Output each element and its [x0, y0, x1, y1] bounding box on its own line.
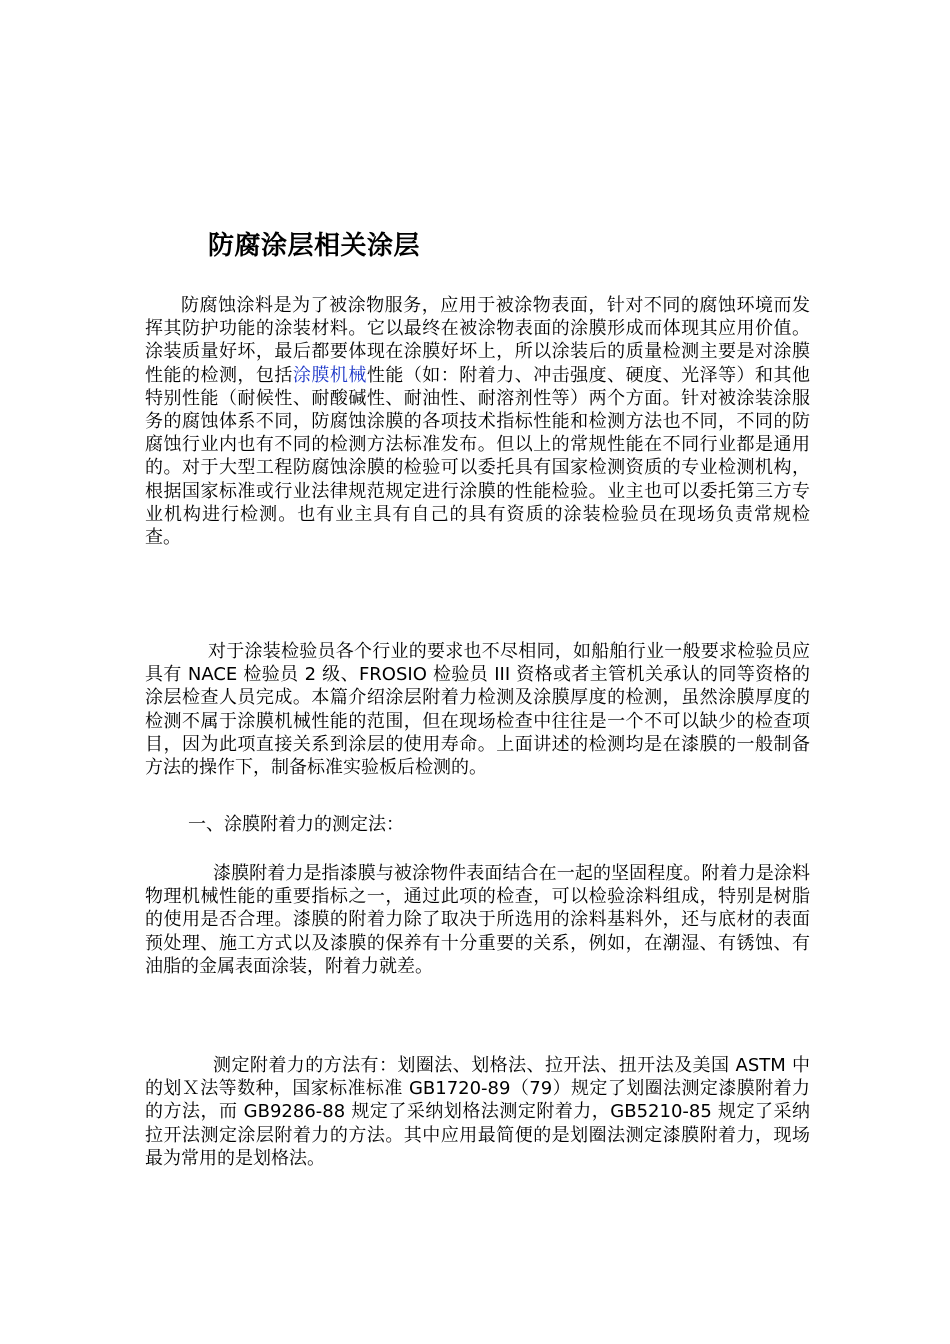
paragraph-intro-text-start: 防腐蚀涂料是为了被涂物服务，应用于被涂物表面，针对不同的腐蚀环境而发挥其防护功能的涂装材料。它以最终在被涂物表面的涂膜形成而体现其应用价值。涂装质量好坏，最后都要体现在涂膜好坏上，所以涂装后的质量检测主要是对涂膜性能的检测，包括: [145, 295, 810, 386]
section-heading-adhesion: 一、涂膜附着力的测定法：: [188, 814, 404, 835]
document-title: 防腐涂层相关涂层: [208, 231, 421, 261]
paragraph-adhesion-methods: 测定附着力的方法有：划圈法、划格法、拉开法、扭开法及美国 ASTM 中的划Ｘ法等数种，国家标准标准 GB1720-89（79）规定了划圈法测定漆膜附着力的方法，而 GB9286-88 规定了采纳划格法测定附着力，GB5210-85 规定了采纳拉开法测定涂层附着力的方法。其中应用最简便的是划圈法测定漆膜附着力，现场最为常用的是划格法。: [145, 1055, 810, 1169]
paragraph-adhesion-definition: 漆膜附着力是指漆膜与被涂物件表面结合在一起的坚固程度。附着力是涂料物理机械性能的重要指标之一，通过此项的检查，可以检验涂料组成，特别是树脂的使用是否合理。漆膜的附着力除了取决于所选用的涂料基料外，还与底材的表面预处理、施工方式以及漆膜的保养有十分重要的关系，例如，在潮湿、有锈蚀、有油脂的金属表面涂装，附着力就差。: [145, 863, 810, 977]
paragraph-intro: [145, 294, 810, 549]
paragraph-intro-text-end: 性能（如：附着力、冲击强度、硬度、光泽等）和其他特别性能（耐候性、耐酸碱性、耐油性、耐溶剂性等）两个方面。针对被涂装涂服务的腐蚀体系不同，防腐蚀涂膜的各项技术指标性能和检测方法也不同，不同的防腐蚀行业内也有不同的检测方法标准发布。但以上的常规性能在不同行业都是通用的。对于大型工程防腐蚀涂膜的检验可以委托具有国家检测资质的专业检测机构，根据国家标准或行业法律规范规定进行涂膜的性能检验。业主也可以委托第三方专业机构进行检测。也有业主具有自己的具有资质的涂装检验员在现场负责常规检查。: [145, 364, 811, 549]
coating-mechanical-link[interactable]: 涂膜机械: [292, 364, 367, 386]
paragraph-inspector-requirements: 对于涂装检验员各个行业的要求也不尽相同，如船舶行业一般要求检验员应具有 NACE 检验员 2 级、FROSIO 检验员 III 资格或者主管机关承认的同等资格的涂层检查人员完成。本篇介绍涂层附着力检测及涂膜厚度的检测，虽然涂膜厚度的检测不属于涂膜机械性能的范围，但在现场检查中往往是一个不可以缺少的检查项目，因为此项直接关系到涂层的使用寿命。上面讲述的检测均是在漆膜的一般制备方法的操作下，制备标准实验板后检测的。: [145, 641, 810, 779]
